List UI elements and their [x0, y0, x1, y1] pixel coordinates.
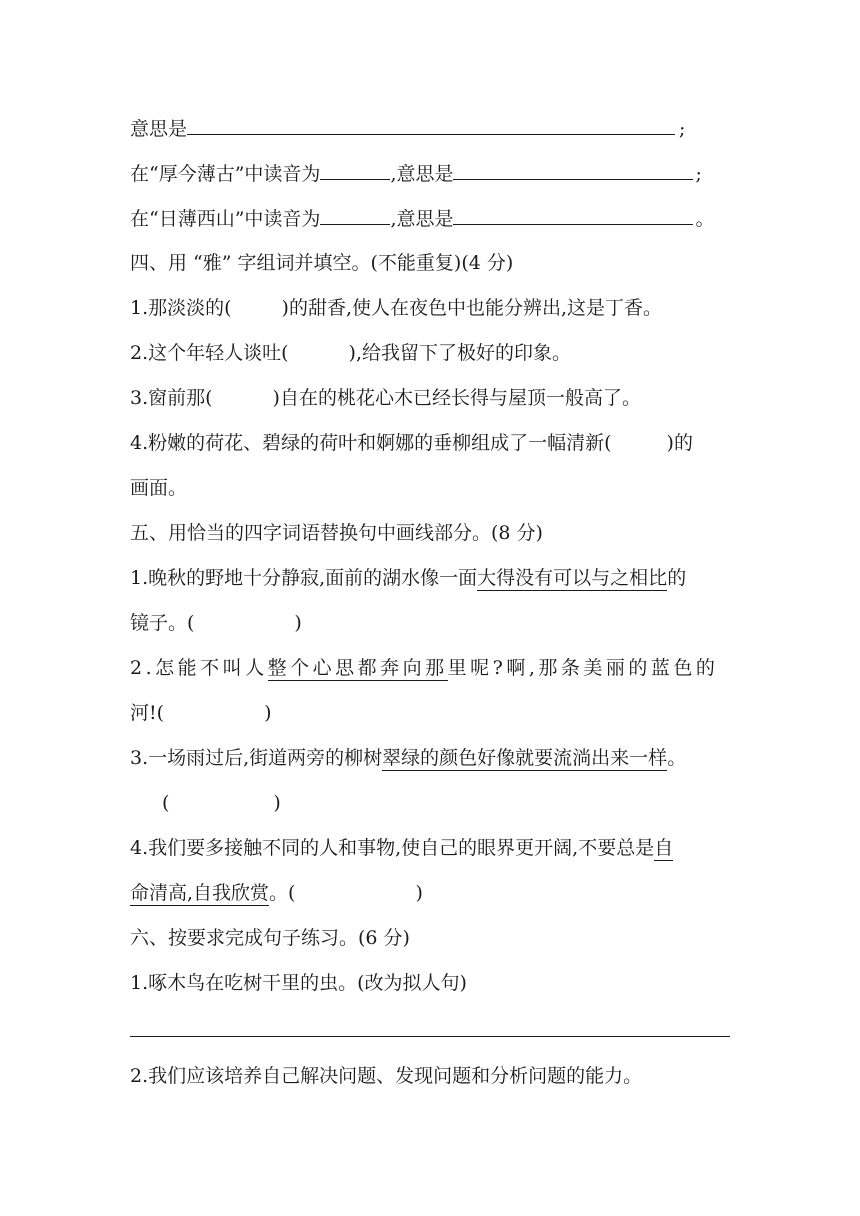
meaning-label: 意思是	[130, 118, 188, 140]
section4-item-4	[130, 431, 730, 455]
item-text: 2.怎能不叫人	[130, 657, 268, 679]
section4-item-4-cont: 画面。	[130, 477, 188, 499]
punctuation: ;	[695, 163, 702, 185]
item-text: 3.一场雨过后,街道两旁的柳树	[130, 747, 383, 769]
answer-blank[interactable]	[187, 116, 675, 135]
section5-item-1	[130, 566, 730, 590]
punctuation: 。	[695, 208, 715, 230]
section4-heading: 四、用 “雅” 字组词并填空。(不能重复)(4 分)	[130, 252, 514, 274]
close-paren: )	[273, 792, 281, 814]
close-paren: )	[415, 882, 423, 904]
section5-item-1-answer	[130, 611, 730, 635]
item-text: 1.那淡淡的(	[130, 297, 232, 319]
q3-line-houjin	[130, 161, 730, 186]
underlined-phrase: 命清高,自我欣赏	[130, 882, 270, 904]
pronunciation-blank[interactable]	[320, 206, 390, 225]
punctuation: ;	[679, 118, 686, 140]
section5-item-3	[130, 746, 730, 770]
item-text: 4.我们要多接触不同的人和事物,使自己的眼界更开阔,不要总是	[130, 837, 655, 859]
section6-item-2: 2.我们应该培养自己解决问题、发现问题和分析问题的能力。	[130, 1065, 643, 1087]
line-prefix: 在“日薄西山”中读音为	[130, 208, 321, 230]
underlined-phrase: 大得没有可以与之相比	[477, 567, 668, 589]
meaning-blank[interactable]	[453, 206, 693, 225]
line-mid: ,意思是	[390, 208, 454, 230]
item-text: 1.晚秋的野地十分静寂,面前的湖水像一面	[130, 567, 478, 589]
line-prefix: 在“厚今薄古”中读音为	[130, 163, 321, 185]
item-text: 的	[667, 567, 687, 589]
section6-heading: 六、按要求完成句子练习。(6 分)	[130, 927, 410, 949]
section6-item-1: 1.啄木鸟在吃树干里的虫。(改为拟人句)	[130, 972, 467, 994]
section4-item-2	[130, 341, 730, 365]
item-text: 2.这个年轻人谈吐(	[130, 342, 289, 364]
section5-item-4	[130, 836, 730, 860]
item-text: 里呢?啊,那条美丽的蓝色的	[447, 657, 719, 679]
close-paren: )	[294, 612, 302, 634]
section4-item-3	[130, 386, 730, 410]
q3-line-ribo	[130, 206, 730, 231]
open-paren: (	[162, 792, 170, 814]
answer-line[interactable]	[130, 1036, 730, 1037]
underlined-phrase: 整个心思都奔向那	[267, 657, 448, 679]
item-text: )的	[666, 432, 693, 454]
item-text: 3.窗前那(	[130, 387, 213, 409]
item-text: )自在的桃花心木已经长得与屋顶一般高了。	[272, 387, 641, 409]
q3-meaning-line	[130, 116, 730, 141]
section5-item-2	[130, 656, 730, 680]
item-text: )的甜香,使人在夜色中也能分辨出,这是丁香。	[281, 297, 663, 319]
item-text: 。	[667, 747, 687, 769]
item-text: 河!(	[130, 702, 165, 724]
section5-item-3-answer	[162, 791, 762, 815]
item-text: 4.粉嫩的荷花、碧绿的荷叶和婀娜的垂柳组成了一幅清新(	[130, 432, 612, 454]
item-text: ),给我留下了极好的印象。	[348, 342, 571, 364]
item-text: 。(	[269, 882, 296, 904]
meaning-blank[interactable]	[453, 161, 693, 180]
section5-item-2-answer	[130, 701, 730, 725]
item-text: 镜子。(	[130, 612, 195, 634]
pronunciation-blank[interactable]	[320, 161, 390, 180]
close-paren: )	[264, 702, 272, 724]
line-mid: ,意思是	[390, 163, 454, 185]
section4-item-1	[130, 296, 730, 320]
section5-item-4-cont	[130, 881, 730, 905]
underlined-phrase: 翠绿的颜色好像就要流淌出来一样	[382, 747, 668, 769]
section5-heading: 五、用恰当的四字词语替换句中画线部分。(8 分)	[130, 522, 543, 544]
underlined-phrase: 自	[654, 837, 674, 859]
